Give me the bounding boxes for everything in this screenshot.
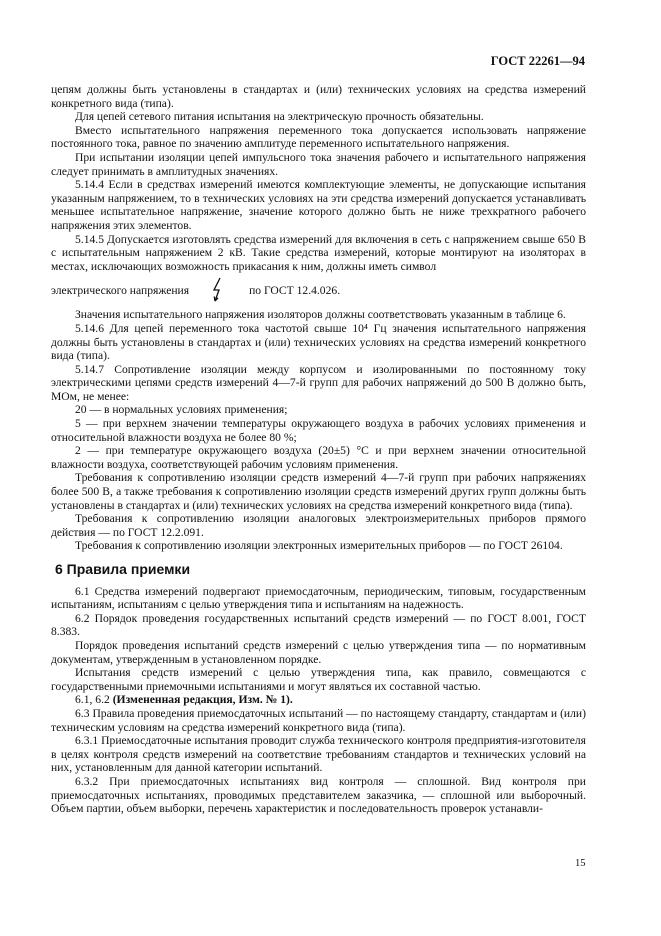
symbol-standard-ref: по ГОСТ 12.4.026. <box>249 283 341 297</box>
paragraph: Требования к сопротивлению изоляции электронных измерительных приборов — по ГОСТ 26104. <box>75 539 563 553</box>
clause-5-14-5: 5.14.5 Допускается изготовлять средства измерений для включения в сеть с напряжением свыше 650 В с испытательным напряжением 2 кВ. Такие средства измерений, которые монтируют на изоляторах в местах, исключающих возможность прикасания к ним, должны иметь символ <box>51 232 586 273</box>
amendment-note <box>51 693 586 707</box>
amendment-text: (Измененная редакция, Изм. № 1). <box>112 693 293 707</box>
clause-5-14-6: 5.14.6 Для цепей переменного тока частотой свыше 10⁴ Гц значения испытательного напряжения должны быть установлены в стандартах и (или) технических условиях на средства измерений конкретного вида (типа). <box>51 321 586 363</box>
paragraph: Испытания средств измерений с целью утверждения типа, как правило, совмещаются с государственными приемочными испытаниями и могут являться их составной частью. <box>51 666 586 693</box>
high-voltage-symbol-icon <box>211 277 225 303</box>
list-item: 5 — при верхнем значении температуры окружающего воздуха в рабочих условиях применения и относительной влажности воздуха не более 80 %; <box>51 417 586 444</box>
paragraph: Для цепей сетевого питания испытания на электрическую прочность обязательны. <box>75 110 484 124</box>
page-number: 15 <box>575 858 586 869</box>
clause-6-2: 6.2 Порядок проведения государственных испытаний средств измерений — по ГОСТ 8.001, ГОСТ 8.383. <box>51 611 586 639</box>
amendment-prefix: 6.1, 6.2 <box>75 693 113 707</box>
paragraph: При испытании изоляции цепей импульсного тока значения рабочего и испытательного напряжения следует принимать в амплитудных значениях. <box>51 150 586 178</box>
voltage-symbol-line <box>51 275 586 305</box>
section-heading: 6 Правила приемки <box>55 561 191 577</box>
clause-6-3-2: 6.3.2 При приемосдаточных испытаниях вид контроля — сплошной. Вид контроля при приемосдаточных испытаниях, проводимых представителем заказчика, — сплошной или выборочный. Объем партии, объем выборки, перечень характеристик и последовательность проверок устанавли- <box>51 774 586 816</box>
clause-5-14-7: 5.14.7 Сопротивление изоляции между корпусом и изолированными по постоянному току электрическими цепями средств измерений 4—7-й групп для рабочих напряжений до 500 В должно быть, МОм, не менее: <box>51 362 586 403</box>
list-item: 20 — в нормальных условиях применения; <box>75 403 288 417</box>
page-body <box>51 83 586 816</box>
symbol-label: электрического напряжения <box>51 283 190 297</box>
clause-6-3-1: 6.3.1 Приемосдаточные испытания проводит служба технического контроля предприятия-изготовителя в целях контроля средств измерений на соответствие требованиям стандартов и технических условий на них, установленным для данной категории испытаний. <box>51 734 586 775</box>
paragraph: Требования к сопротивлению изоляции средств измерений 4—7-й групп при рабочих напряжениях более 500 В, а также требования к сопротивлению изоляции средств измерений других групп должны быть установлены в стандартах и (или) технических условиях на средства измерений конкретного вида (типа). <box>51 471 586 512</box>
page-header-doc-id: ГОСТ 22261—94 <box>490 54 585 68</box>
paragraph: Требования к сопротивлению изоляции аналоговых электроизмерительных приборов прямого действия — по ГОСТ 12.2.091. <box>51 512 586 539</box>
paragraph: цепям должны быть установлены в стандартах и (или) технических условиях на средства измерений конкретного вида (типа). <box>51 83 586 110</box>
paragraph: Вместо испытательного напряжения переменного тока допускается использовать напряжение постоянного тока, равное по значению амплитуде переменного испытательного напряжения. <box>51 123 586 151</box>
paragraph: Порядок проведения испытаний средств измерений с целью утверждения типа — по нормативным документам, утвержденным в установленном порядке. <box>51 638 586 666</box>
paragraph: Значения испытательного напряжения изоляторов должны соответствовать указанным в таблице 6. <box>75 308 566 322</box>
clause-6-1: 6.1 Средства измерений подвергают приемосдаточным, периодическим, типовым, государственным испытаниям, испытаниям с целью утверждения типа и испытаниям на надежность. <box>51 584 586 612</box>
list-item: 2 — при температуре окружающего воздуха (20±5) °С и при верхнем значении относительной влажности воздуха, соответствующей рабочим условиям применения. <box>51 444 586 471</box>
clause-6-3: 6.3 Правила проведения приемосдаточных испытаний — по настоящему стандарту, стандартам и (или) техническим условиям на средства измерений конкретного вида (типа). <box>51 706 586 734</box>
clause-5-14-4: 5.14.4 Если в средствах измерений имеются комплектующие элементы, не допускающие испытания указанным напряжением, то в технических условиях на эти средства измерений допускается устанавливать меньшее испытательное напряжение, значение которого должно быть не ниже трехкратного рабочего напряжения этих элементов. <box>51 178 586 232</box>
